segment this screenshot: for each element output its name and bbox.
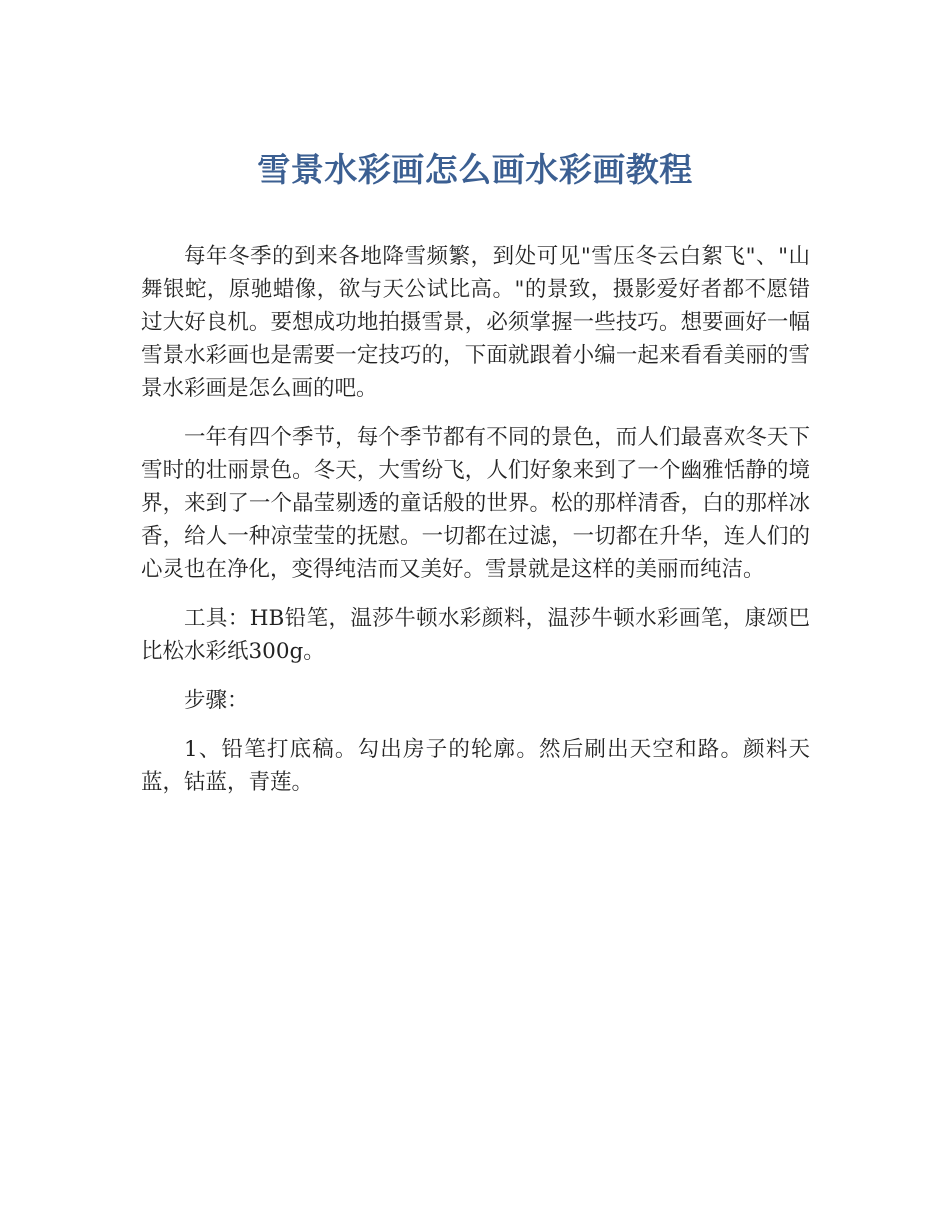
paragraph-steps-heading: 步骤： (184, 688, 249, 713)
paragraph-intro: 每年冬季的到来各地降雪频繁，到处可见"雪压冬云白絮飞"、"山舞银蛇，原驰蜡像，欲与天公试比高。"的景致，摄影爱好者都不愿错过大好良机。要想成功地拍摄雪景，必须掌握一些技巧。想要画好一幅雪景水彩画也是需要一定技巧的，下面就跟着小编一起来看看美丽的雪景水彩画是怎么画的吧。 (141, 244, 810, 401)
document-body (141, 240, 810, 815)
document-title: 雪景水彩画怎么画水彩画教程 (257, 150, 693, 189)
paragraph-tools: 工具：HB铅笔，温莎牛顿水彩颜料，温莎牛顿水彩画笔，康颂巴比松水彩纸300g。 (141, 606, 810, 664)
paragraph-step-1: 1、铅笔打底稿。勾出房子的轮廓。然后刷出天空和路。颜料天蓝，钴蓝，青莲。 (141, 737, 810, 795)
paragraph-winter-scenery: 一年有四个季节，每个季节都有不同的景色，而人们最喜欢冬天下雪时的壮丽景色。冬天，大雪纷飞，人们好象来到了一个幽雅恬静的境界，来到了一个晶莹剔透的童话般的世界。松的那样清香，白的那样冰香，给人一种凉莹莹的抚慰。一切都在过滤，一切都在升华，连人们的心灵也在净化，变得纯洁而又美好。雪景就是这样的美丽而纯洁。 (141, 425, 810, 582)
